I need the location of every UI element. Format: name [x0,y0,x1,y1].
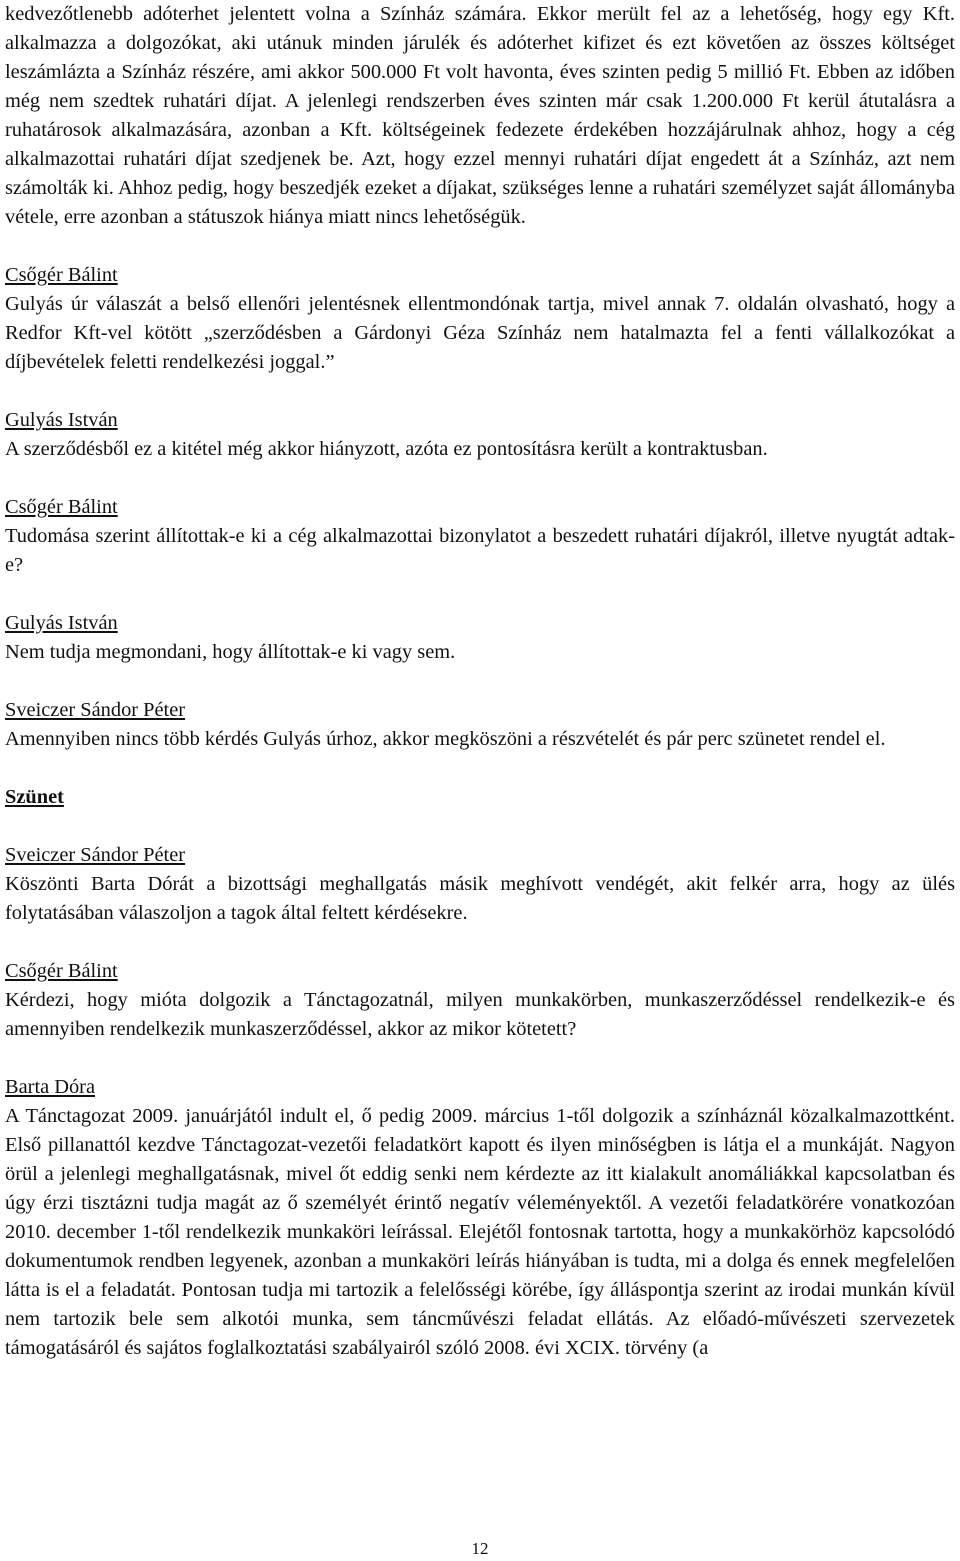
speech-paragraph: A szerződésből ez a kitétel még akkor hiányzott, azóta ez pontosításra került a kontraktusban. [5,438,768,460]
page-number: 12 [471,1539,489,1558]
speaker-name: Csőgér Bálint [5,496,118,518]
speaker-name: Sveiczer Sándor Péter [5,699,186,721]
speech-paragraph: Nem tudja megmondani, hogy állítottak-e ki vagy sem. [5,641,456,663]
speaker-name: Gulyás István [5,612,118,634]
speaker-name: Csőgér Bálint [5,264,118,286]
intro-paragraph: kedvezőtlenebb adóterhet jelentett volna a Színház számára. Ekkor merült fel az a lehetőség, hogy egy Kft. alkalmazza a dolgozókat, aki utánuk minden járulék és adóterhet kifizet és ezt követően az összes költséget leszámlázta a Színház részére, ami akkor 500.000 Ft volt havonta, éves szinten pedig 5 millió Ft. Ebben az időben még nem szedtek ruhatári díjat. A jelenlegi rendszerben éves szinten már csak 1.200.000 Ft kerül átutalásra a ruhatárosok alkalmazására, azonban a Kft. költségeinek fedezete érdekében hozzájárulnak ahhoz, hogy a cég alkalmazottai ruhatári díjat szedjenek be. Azt, hogy ezzel mennyi ruhatári díjat engedett át a Színház, azt nem számolták ki. Ahhoz pedig, hogy beszedjék ezeket a díjakat, szükséges lenne a ruhatári személyzet saját állományba vétele, erre azonban a státuszok hiánya miatt nincs lehetőségük. [5,3,955,228]
speaker-name: Gulyás István [5,409,118,431]
speech-paragraph: Köszönti Barta Dórát a bizottsági meghallgatás másik meghívott vendégét, akit felkér arra, hogy az ülés folytatásában válaszoljon a tagok által feltett kérdésekre. [5,873,955,924]
speech-paragraph: Kérdezi, hogy mióta dolgozik a Tánctagozatnál, milyen munkakörben, munkaszerződéssel rendelkezik-e és amennyiben rendelkezik munkaszerződéssel, akkor az mikor kötetett? [5,989,955,1040]
speech-paragraph: Amennyiben nincs több kérdés Gulyás úrhoz, akkor megköszöni a részvételét és pár perc szünetet rendel el. [5,728,886,750]
break-heading: Szünet [5,786,64,808]
speaker-name: Sveiczer Sándor Péter [5,844,186,866]
speech-paragraph: Tudomása szerint állítottak-e ki a cég alkalmazottai bizonylatot a beszedett ruhatári díjakról, illetve nyugtát adtak-e? [5,525,955,576]
speech-paragraph: Gulyás úr válaszát a belső ellenőri jelentésnek ellentmondónak tartja, mivel annak 7. oldalán olvasható, hogy a Redfor Kft-vel kötött „szerződésben a Gárdonyi Géza Színház nem hatalmazta fel a fenti vállalkozókat a díjbevételek feletti rendelkezési joggal.” [5,293,955,373]
speaker-name: Barta Dóra [5,1076,96,1098]
document-page [5,0,955,1561]
speech-paragraph: A Tánctagozat 2009. januárjától indult el, ő pedig 2009. március 1-től dolgozik a színháznál közalkalmazottként. Első pillanattól kezdve Tánctagozat-vezetői feladatkört kapott és ilyen minőségben is látja el a munkáját. Nagyon örül a jelenlegi meghallgatásnak, mivel őt eddig senki nem kérdezte az itt kialakult anomáliákkal kapcsolatban és úgy érzi tisztázni tudja magát az ő személyét érintő negatív véleményektől. A vezetői feladatkörére vonatkozóan 2010. december 1-től rendelkezik munkaköri leírással. Elejétől fontosnak tartotta, hogy a munkakörhöz kapcsolódó dokumentumok rendben legyenek, azonban a munkaköri leírás hiányában is tudta, mi a dolga és ennek megfelelően látta is el a feladatát. Pontosan tudja mi tartozik a felelősségi körébe, így álláspontja szerint az irodai munkán kívül nem tartozik bele sem alkotói munka, sem táncművészi feladat ellátás. Az előadó-művészeti szervezetek támogatásáról és sajátos foglalkoztatási szabályairól szóló 2008. évi XCIX. törvény (a [5,1105,955,1359]
speaker-name: Csőgér Bálint [5,960,118,982]
